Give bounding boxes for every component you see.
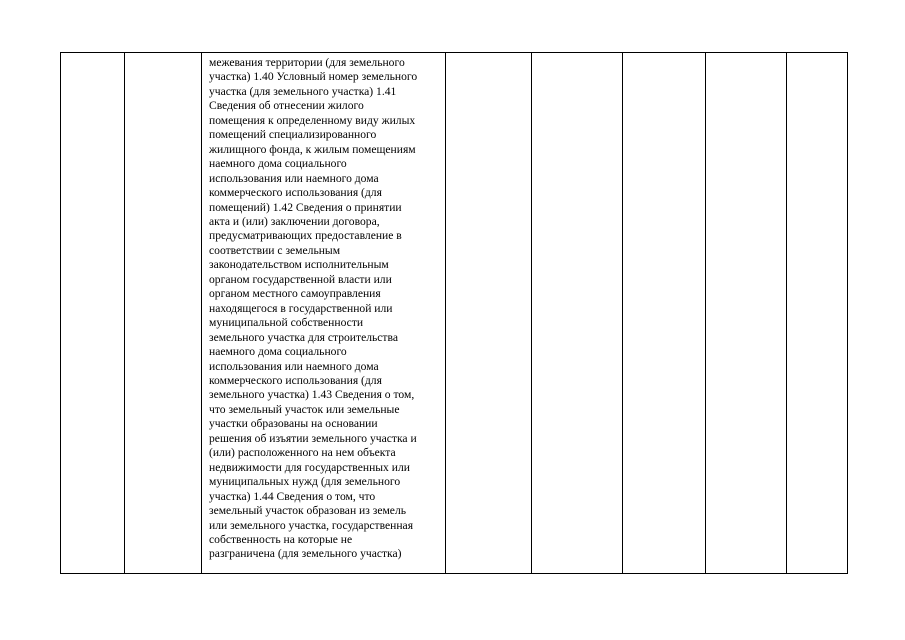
- text-line: (или) расположенного на нем объекта: [209, 446, 396, 460]
- text-line: законодательством исполнительным: [209, 258, 389, 272]
- text-line: Сведения об отнесении жилого: [209, 99, 364, 113]
- text-line: участка (для земельного участка) 1.41: [209, 84, 397, 98]
- text-line: помещений) 1.42 Сведения о принятии: [209, 200, 402, 214]
- text-line: земельный участок образован из земель: [209, 504, 407, 518]
- text-line: наемного дома социального: [209, 157, 347, 171]
- text-line: соответствии с земельным: [209, 243, 341, 257]
- text-line: наемного дома социального: [209, 345, 347, 359]
- text-line: помещения к определенному виду жилых: [209, 113, 416, 127]
- text-line: органом местного самоуправления: [209, 287, 381, 301]
- text-line: земельного участка) 1.43 Сведения о том,: [209, 388, 415, 402]
- text-line: помещений специализированного: [209, 128, 377, 142]
- text-line: использования или наемного дома: [209, 359, 379, 373]
- text-line: собственность на которые не: [209, 532, 353, 546]
- text-line: муниципальных нужд (для земельного: [209, 475, 401, 489]
- cell-description-text: [202, 53, 445, 562]
- text-line: находящегося в государственной или: [209, 301, 393, 315]
- text-line: органом государственной власти или: [209, 272, 392, 286]
- table-cell-2: [125, 53, 202, 574]
- text-line: межевания территории (для земельного: [209, 56, 405, 69]
- text-line: коммерческого использования (для: [209, 373, 382, 387]
- table-cell-1: [61, 53, 125, 574]
- text-line: использования или наемного дома: [209, 171, 379, 185]
- text-line: решения об изъятии земельного участка и: [209, 431, 417, 445]
- text-line: участка) 1.40 Условный номер земельного: [209, 70, 418, 84]
- text-line: участка) 1.44 Сведения о том, что: [209, 489, 376, 503]
- table-cell-5: [532, 53, 623, 574]
- text-line: недвижимости для государственных или: [209, 460, 410, 474]
- text-line: участки образованы на основании: [209, 417, 378, 431]
- text-line: или земельного участка, государственная: [209, 518, 414, 532]
- text-line: предусматривающих предоставление в: [209, 229, 402, 243]
- text-line: земельного участка для строительства: [209, 330, 398, 344]
- document-table: [60, 52, 848, 574]
- text-line: жилищного фонда, к жилым помещениям: [209, 142, 416, 156]
- text-line: коммерческого использования (для: [209, 186, 382, 200]
- table-cell-7: [706, 53, 787, 574]
- text-line: муниципальной собственности: [209, 316, 364, 330]
- table-cell-description: [202, 53, 446, 574]
- table-cell-8: [787, 53, 848, 574]
- text-line: разграничена (для земельного участка): [209, 547, 402, 561]
- table-row: [61, 53, 848, 574]
- table-cell-6: [623, 53, 706, 574]
- text-line: что земельный участок или земельные: [209, 402, 400, 416]
- text-line: акта и (или) заключении договора,: [209, 214, 380, 228]
- table-cell-4: [446, 53, 532, 574]
